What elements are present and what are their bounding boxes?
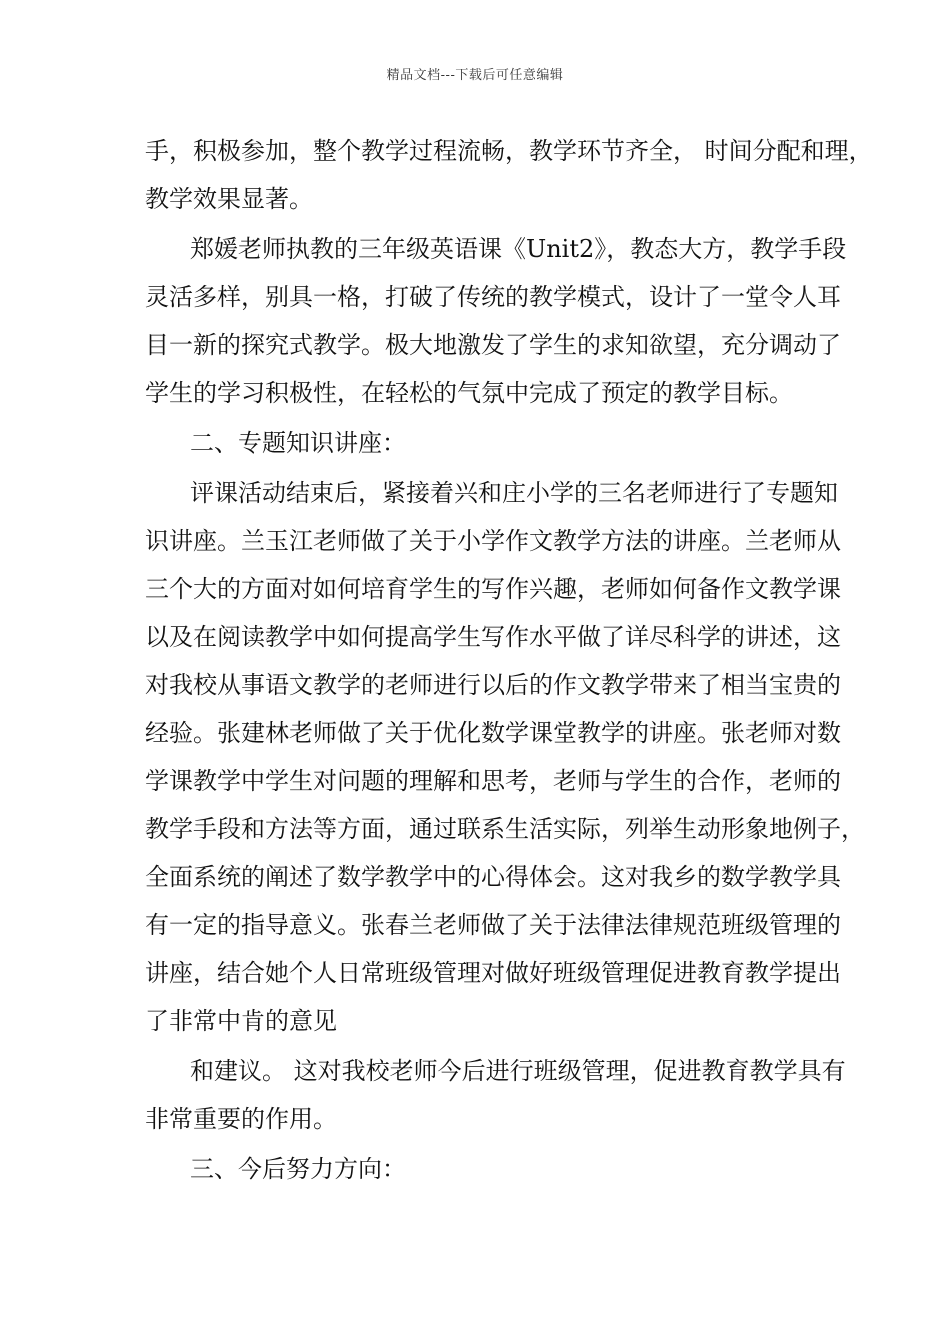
body-line: 教学手段和方法等方面，通过联系生活实际，列举生动形象地例子，: [145, 815, 865, 843]
body-line: 识讲座。兰玉江老师做了关于小学作文教学方法的讲座。兰老师从: [145, 527, 841, 555]
paragraph-first-line: 评课活动结束后，紧接着兴和庄小学的三名老师进行了专题知: [190, 479, 838, 507]
body-line: 对我校从事语文教学的老师进行以后的作文教学带来了相当宝贵的: [145, 671, 841, 699]
section-heading: 二、专题知识讲座：: [190, 429, 406, 457]
page-header: 精品文档---下载后可任意编辑: [386, 68, 564, 83]
paragraph-first-line: 和建议。 这对我校老师今后进行班级管理，促进教育教学具有: [190, 1057, 846, 1085]
body-line: 学课教学中学生对问题的理解和思考，老师与学生的合作，老师的: [145, 767, 841, 795]
body-line: 讲座，结合她个人日常班级管理对做好班级管理促进教育教学提出: [145, 959, 841, 987]
body-line: 非常重要的作用。: [145, 1105, 337, 1133]
body-line: 灵活多样，别具一格，打破了传统的教学模式，设计了一堂令人耳: [145, 283, 841, 311]
body-line: 教学效果显著。: [145, 185, 313, 213]
body-line: 经验。张建林老师做了关于优化数学课堂教学的讲座。张老师对数: [145, 719, 841, 747]
body-line: 了非常中肯的意见: [145, 1007, 337, 1035]
body-line: 手，积极参加，整个教学过程流畅，教学环节齐全， 时间分配和理，: [145, 137, 873, 165]
body-line: 学生的学习积极性，在轻松的气氛中完成了预定的教学目标。: [145, 379, 793, 407]
body-line: 以及在阅读教学中如何提高学生写作水平做了详尽科学的讲述，这: [145, 623, 841, 651]
body-line: 三个大的方面对如何培育学生的写作兴趣，老师如何备作文教学课: [145, 575, 841, 603]
body-line: 有一定的指导意义。张春兰老师做了关于法律法律规范班级管理的: [145, 911, 841, 939]
paragraph-first-line: 郑媛老师执教的三年级英语课《Unit2》，教态大方，教学手段: [190, 235, 847, 263]
body-line: 目一新的探究式教学。极大地激发了学生的求知欲望，充分调动了: [145, 331, 841, 359]
section-heading: 三、今后努力方向：: [190, 1155, 406, 1183]
document-body: [145, 127, 873, 1193]
body-line: 全面系统的阐述了数学教学中的心得体会。这对我乡的数学教学具: [145, 863, 841, 891]
